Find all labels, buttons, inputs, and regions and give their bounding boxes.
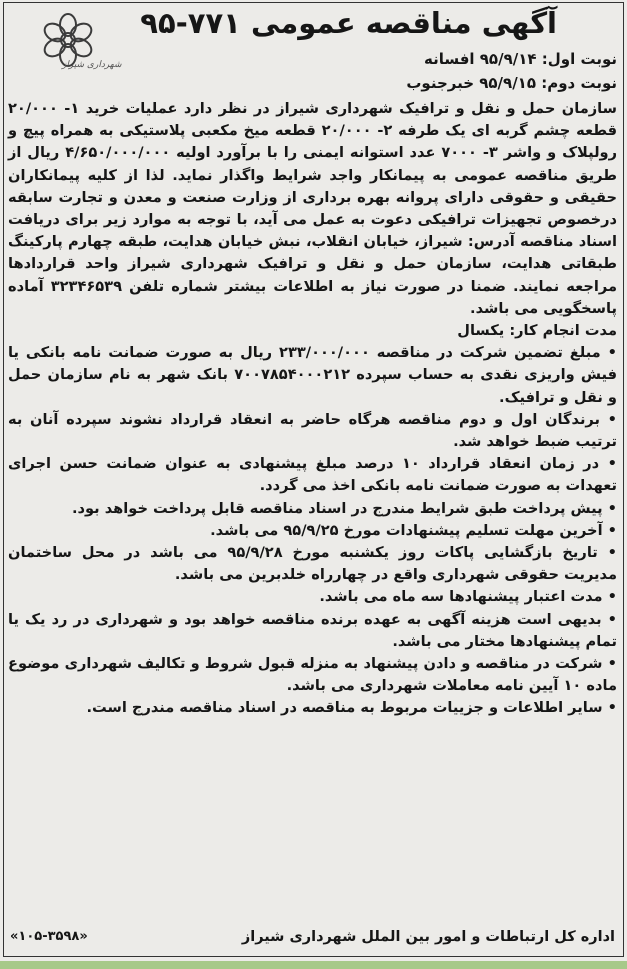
bottom-color-strip bbox=[0, 961, 627, 969]
list-item: • مدت اعتبار پیشنهادها سه ماه می باشد. bbox=[8, 586, 617, 608]
ad-footer bbox=[10, 929, 615, 951]
ad-title: آگهی مناقصه عمومی ۷۷۱-۹۵ bbox=[140, 6, 557, 40]
work-duration: مدت انجام کار: یکسال bbox=[457, 322, 617, 340]
ad-code: «۱۰۵-۳۵۹۸» bbox=[10, 929, 88, 944]
list-item: • مبلغ تضمین شرکت در مناقصه ۲۳۳/۰۰۰/۰۰۰ ریال به صورت ضمانت نامه بانکی یا فیش واریزی نقدی به حساب سپرده ۷۰۰۷۸۵۴۰۰۰۲۱۲ بانک شهر به نام سازمان حمل و نقل و ترافیک. bbox=[8, 342, 617, 409]
ad-body bbox=[8, 98, 617, 720]
list-item: • آخرین مهلت تسلیم پیشنهادات مورخ ۹۵/۹/۲۵ می باشد. bbox=[8, 520, 617, 542]
issuer-name: اداره کل ارتباطات و امور بین الملل شهرداری شیراز bbox=[241, 929, 615, 945]
logo-caption: شهرداری شیراز bbox=[62, 60, 122, 70]
intro-paragraph: سازمان حمل و نقل و ترافیک شهرداری شیراز در نظر دارد عملیات خرید ۱- ۲۰/۰۰۰ قطعه چشم گربه ای یک طرفه ۲- ۲۰/۰۰۰ قطعه میخ مکعبی پلاستیکی به همراه پیچ و رولپلاک و واشر ۳- ۷۰۰۰ عدد استوانه ایمنی را با برآورد اولیه ۴/۶۵۰/۰۰۰/۰۰۰ ریال از طریق مناقصه عمومی به پیمانکار واجد شرایط واگذار نماید. لذا از کلیه پیمانکاران حقیقی و حقوقی دارای پروانه بهره برداری از وزارت صنعت و معدن و تجارت سابقه درخصوص تجهیزات ترافیکی دعوت به عمل می آید، با توجه به موارد زیر برای دریافت اسناد مناقصه آدرس: شیراز، خیابان انقلاب، نبش خیابان هدایت، طبقه چهارم پارکینگ طبقاتی هدایت، سازمان حمل و نقل و ترافیک شهرداری شیراز واحد قراردادها مراجعه نمایند. ضمنا در صورت نیاز به اطلاعات بیشتر شماره تلفن ۳۲۳۴۶۵۳۹ آماده پاسخگویی می باشد. bbox=[8, 100, 618, 317]
list-item: • برندگان اول و دوم مناقصه هرگاه حاضر به انعقاد قرارداد نشوند سپرده آنان به ترتیب ضبط خواهد شد. bbox=[8, 409, 617, 453]
list-item: • پیش پرداخت طبق شرایط مندرج در اسناد مناقصه قابل پرداخت خواهد بود. bbox=[8, 498, 617, 520]
list-item: • تاریخ بازگشایی پاکات روز یکشنبه مورخ ۹۵/۹/۲۸ می باشد در محل ساختمان مدیریت حقوقی شهرداری واقع در چهارراه خلدبرین می باشد. bbox=[8, 542, 617, 586]
ad-header bbox=[0, 0, 627, 96]
list-item: • در زمان انعقاد قرارداد ۱۰ درصد مبلغ پیشنهادی به عنوان ضمانت حسن اجرای تعهدات به صورت ضمانت نامه بانکی اخذ می گردد. bbox=[8, 453, 617, 497]
shiraz-municipality-flower-logo-icon bbox=[12, 6, 124, 86]
publication-turn-second: نوبت دوم: ۹۵/۹/۱۵ خبرجنوب bbox=[406, 74, 617, 92]
list-item: • بدیهی است هزینه آگهی به عهده برنده مناقصه خواهد بود و شهرداری در رد یک یا تمام پیشنهادها مختار می باشد. bbox=[8, 609, 617, 653]
list-item: • سایر اطلاعات و جزییات مربوط به مناقصه در اسناد مناقصه مندرج است. bbox=[8, 697, 617, 719]
list-item: • شرکت در مناقصه و دادن پیشنهاد به منزله قبول شروط و تکالیف شهرداری موضوع ماده ۱۰ آیین نامه معاملات شهرداری می باشد. bbox=[8, 653, 617, 697]
conditions-list bbox=[8, 342, 617, 719]
publication-turn-first: نوبت اول: ۹۵/۹/۱۴ افسانه bbox=[423, 50, 617, 68]
